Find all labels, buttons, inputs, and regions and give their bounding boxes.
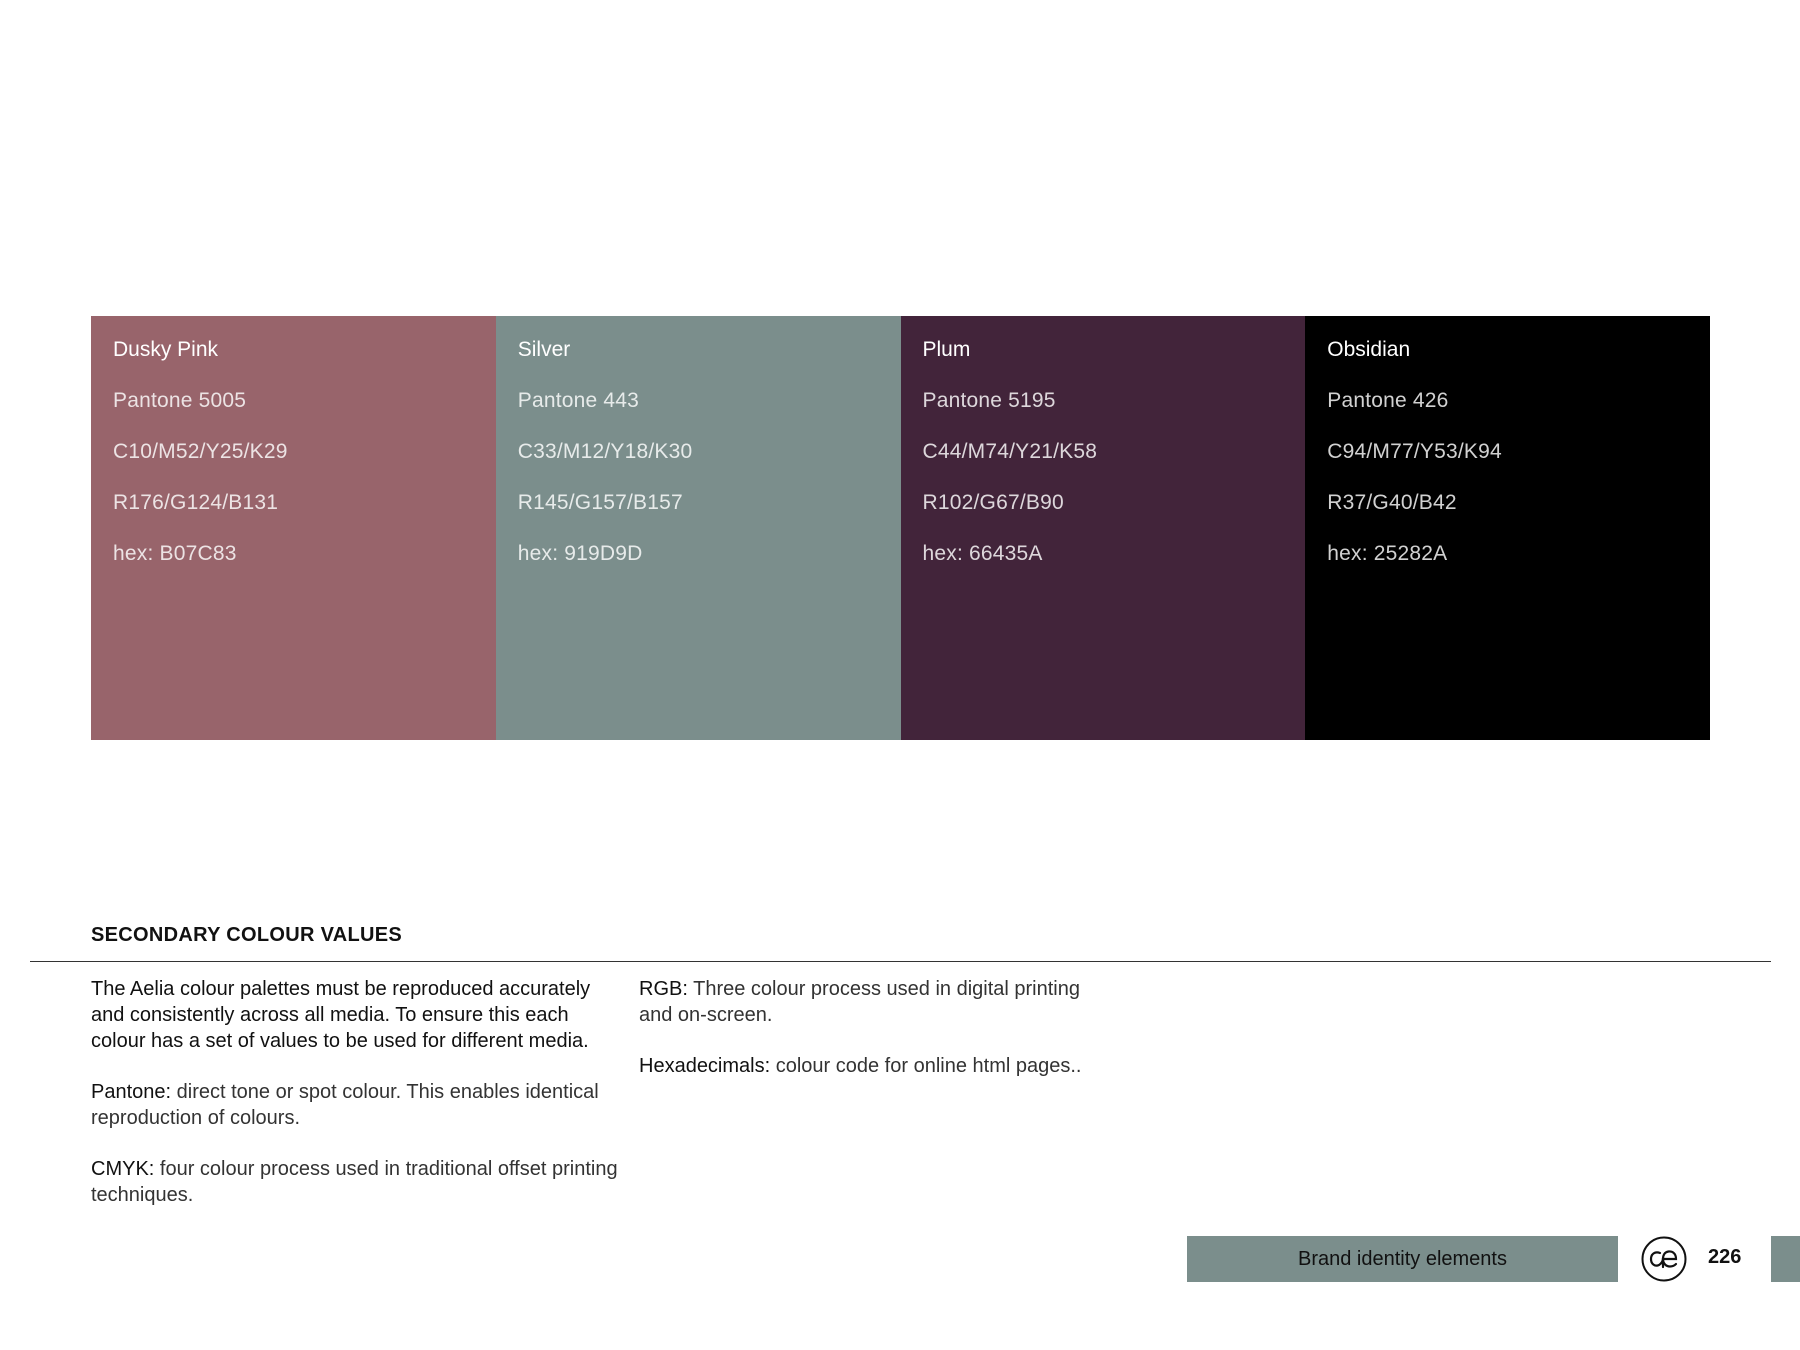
body-column-left [91,976,621,1233]
page-edge-tab [1771,1236,1800,1282]
hex-term: Hexadecimals: [639,1055,771,1077]
swatch-obsidian [1305,316,1710,740]
pantone-term: Pantone: [91,1081,172,1103]
swatch-name: Dusky Pink [113,338,219,361]
swatch-dusky-pink [91,316,496,740]
swatch-rgb: R176/G124/B131 [113,491,279,514]
section-title: SECONDARY COLOUR VALUES [91,924,403,946]
cmyk-term: CMYK: [91,1158,155,1180]
swatch-hex: hex: 919D9D [517,542,643,565]
swatch-rgb: R145/G157/B157 [517,491,683,514]
cmyk-definition [91,1156,621,1208]
swatch-hex: hex: B07C83 [113,542,237,565]
pantone-description: direct tone or spot colour. This enables identical reproduction of colours. [91,1081,599,1129]
swatch-name: Silver [517,338,571,361]
cmyk-description: four colour process used in traditional offset printing techniques. [91,1158,618,1206]
swatch-cmyk: C94/M77/Y53/K94 [1327,440,1502,463]
rgb-term: RGB: [639,978,688,1000]
page-number: 226 [1708,1246,1742,1268]
swatch-name: Plum [922,338,971,361]
swatch-hex: hex: 25282A [1327,542,1448,565]
rgb-definition [639,976,1109,1028]
swatch-name: Obsidian [1327,338,1411,361]
swatch-cmyk: C33/M12/Y18/K30 [517,440,693,463]
hex-description: colour code for online html pages.. [770,1055,1082,1077]
ae-monogram-icon [1641,1236,1687,1282]
swatch-pantone: Pantone 5005 [113,389,247,412]
footer-label: Brand identity elements [1297,1247,1507,1270]
swatch-cmyk: C10/M52/Y25/K29 [113,440,288,463]
swatch-pantone: Pantone 426 [1327,389,1449,412]
swatch-cmyk: C44/M74/Y21/K58 [922,440,1098,463]
swatch-plum [901,316,1306,740]
hex-definition [639,1053,1109,1079]
swatch-pantone: Pantone 443 [517,389,640,412]
swatch-hex: hex: 66435A [922,542,1043,565]
body-column-right [639,976,1109,1104]
swatch-rgb: R37/G40/B42 [1327,491,1457,514]
footer-section-label [1187,1236,1618,1282]
swatch-silver [496,316,901,740]
pantone-definition [91,1079,621,1131]
secondary-colour-swatches [91,316,1710,740]
section-divider [30,961,1771,962]
intro-paragraph: The Aelia colour palettes must be reproduced accurately and consistently across all media. To ensure this each colour has a set of values to be used for different media. [91,978,591,1052]
swatch-pantone: Pantone 5195 [922,389,1056,412]
swatch-rgb: R102/G67/B90 [922,491,1064,514]
rgb-description: Three colour process used in digital printing and on-screen. [639,978,1080,1026]
